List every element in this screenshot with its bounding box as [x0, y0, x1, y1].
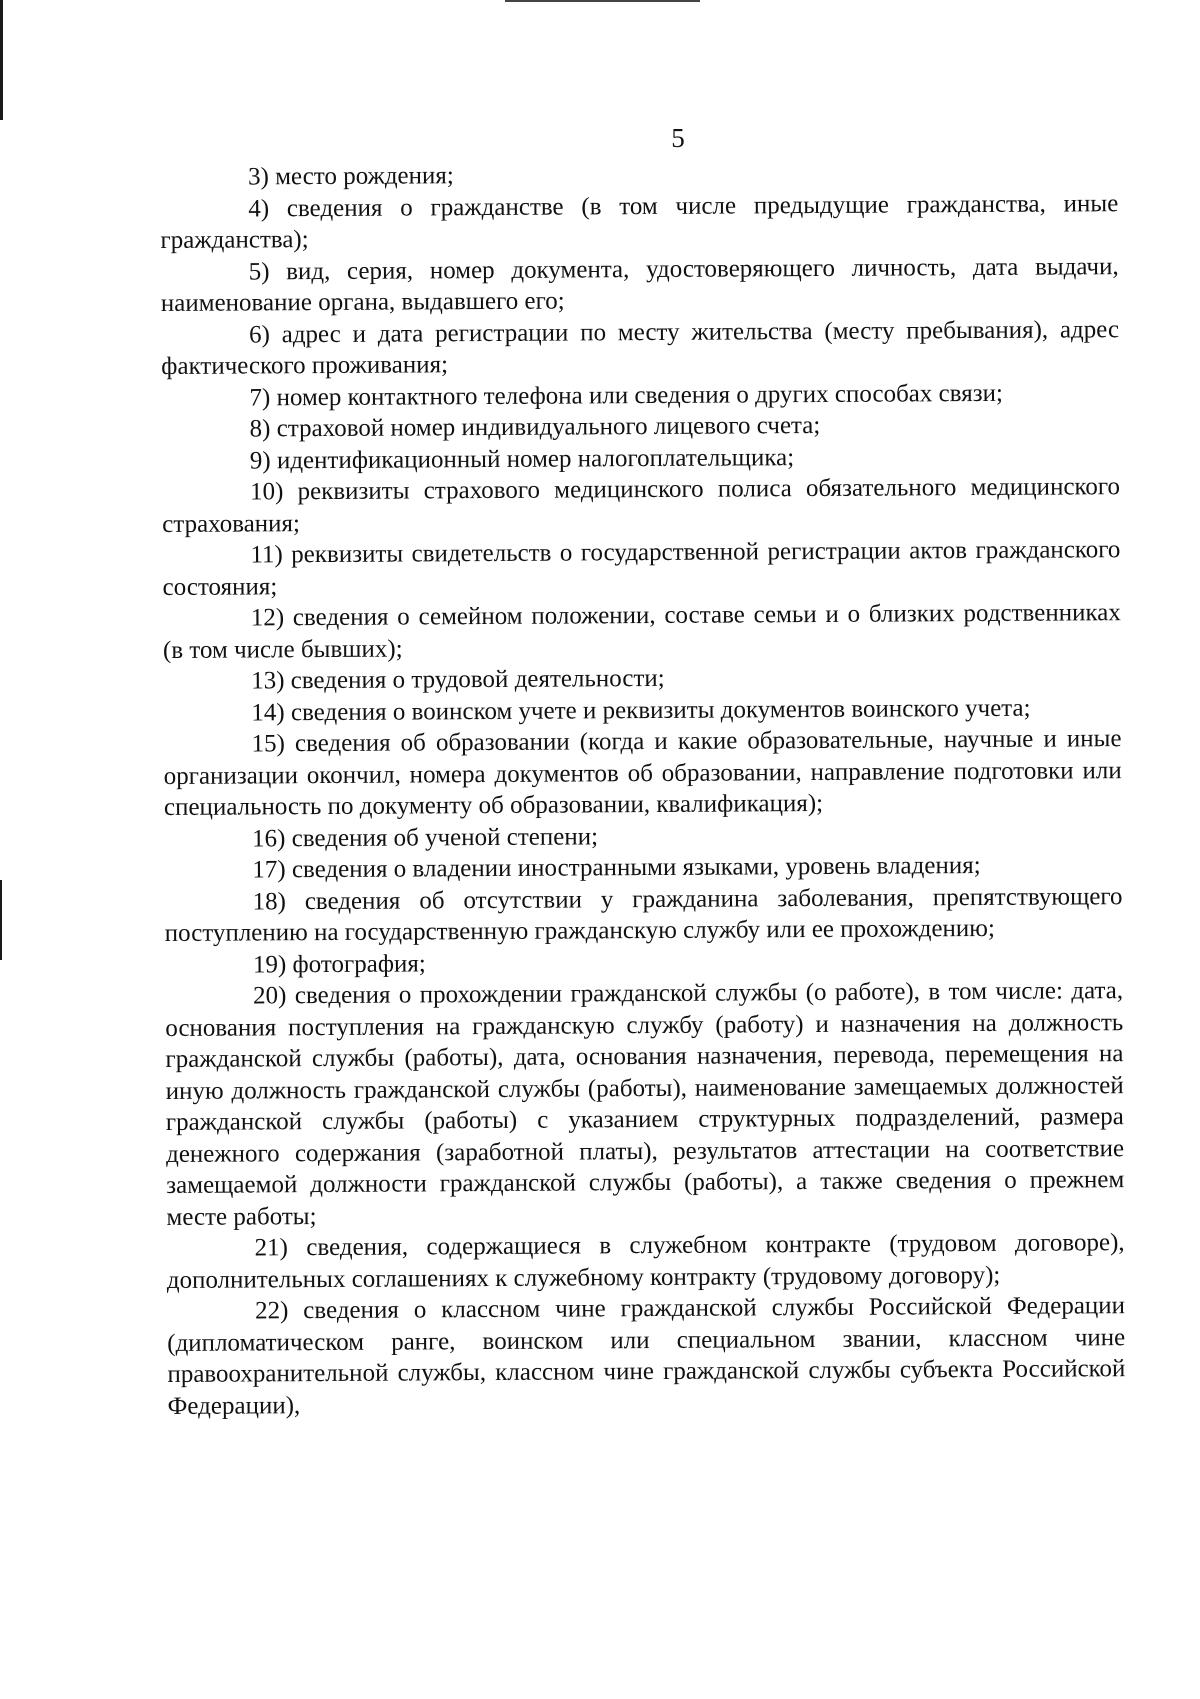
list-item: 21) сведения, содержащиеся в служебном контракте (трудовом договоре), дополнительных соглашениях к служебному контракту (трудовому договору); — [166, 1229, 1125, 1294]
scan-top-rule — [505, 0, 700, 2]
list-item: 4) сведения о гражданстве (в том числе предыдущие гражданства, иные гражданства); — [160, 189, 1119, 254]
list-item: 19) фотография; — [252, 949, 426, 978]
scan-edge-line — [0, 0, 3, 120]
page-number: 5 — [671, 123, 685, 153]
list-item: 18) сведения об отсутствии у гражданина заболевания, препятствующего поступлению на государственную гражданскую службу или ее прохождению; — [164, 882, 1123, 947]
list-item: 7) номер контактного телефона или сведения о других способах связи; — [249, 379, 1003, 411]
list-item: 15) сведения об образовании (когда и какие образовательные, научные и иные организации окончил, номера документов об образовании, направление подготовки или специальность по документу об образовании, квалификация); — [163, 725, 1122, 821]
list-item: 5) вид, серия, номер документа, удостоверяющего личность, дата выдачи, наименование органа, выдавшего его; — [160, 252, 1119, 317]
list-item: 9) идентификационный номер налогоплательщика; — [249, 443, 795, 474]
list-item: 10) реквизиты страхового медицинского полиса обязательного медицинского страхования; — [162, 473, 1121, 538]
scan-edge-line — [0, 880, 2, 960]
list-item: 11) реквизиты свидетельств о государственной регистрации актов гражданского состояния; — [162, 536, 1121, 601]
list-item: 14) сведения о воинском учете и реквизиты документов воинского учета; — [251, 694, 1031, 726]
list-item: 13) сведения о трудовой деятельности; — [251, 664, 665, 695]
document-body — [160, 156, 1126, 1422]
list-item: 20) сведения о прохождении гражданской службы (о работе), в том числе: дата, основания поступления на гражданскую службу (работу) и назначения на должность гражданской службы (работы), дата, основания назначения, перевода, перемещения на иную должность гражданской службы (работы), наименование замещаемых должностей гражданской службы (работы) с указанием структурных подразделений, размера денежного содержания (заработной платы), результатов аттестации на соответствие замещаемой должности гражданской службы (работы), а также сведения о прежнем месте работы; — [165, 977, 1125, 1231]
list-item: 17) сведения о владении иностранными языками, уровень владения; — [252, 852, 981, 884]
list-item: 8) страховой номер индивидуального лицевого счета; — [249, 411, 821, 443]
list-item: 22) сведения о классном чине гражданской службы Российской Федерации (дипломатическом ранге, воинском или специальном звании, классном чине правоохранительной службы, классном чине гражданской службы субъекта Российской Федерации), — [167, 1292, 1126, 1420]
list-item: 3) место рождения; — [248, 162, 454, 191]
list-item: 6) адрес и дата регистрации по месту жительства (месту пребывания), адрес фактического проживания; — [161, 315, 1120, 380]
list-item: 16) сведения об ученой степени; — [252, 822, 599, 852]
list-item: 12) сведения о семейном положении, составе семьи и о близких родственниках (в том числе бывших); — [162, 599, 1121, 664]
